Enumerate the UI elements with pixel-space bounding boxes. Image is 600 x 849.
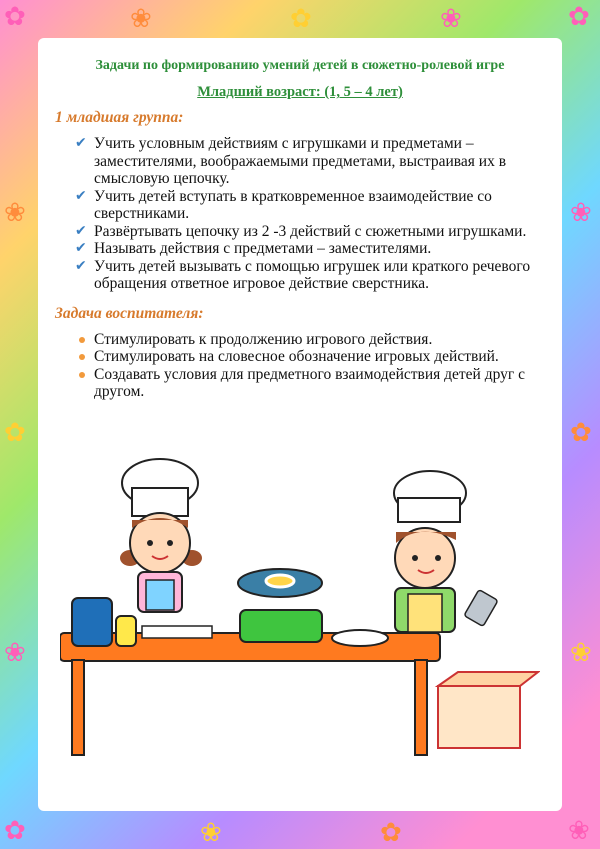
cooking-children-illustration bbox=[60, 448, 540, 758]
list-item: ✔ Учить детей вызывать с помощью игрушек или краткого речевого обращения ответное игровое действие сверстника. bbox=[75, 257, 531, 292]
flower-icon: ❀ bbox=[4, 638, 26, 667]
list-item: Создавать условия для предметного взаимодействия детей друг с другом. bbox=[77, 366, 545, 401]
flower-icon: ❀ bbox=[200, 818, 222, 847]
stove-illustration bbox=[240, 610, 322, 642]
jar-illustration bbox=[72, 598, 112, 646]
box-illustration bbox=[438, 672, 538, 748]
teacher-task-list bbox=[55, 331, 545, 401]
document-content bbox=[55, 58, 545, 401]
cutting-board-illustration bbox=[142, 626, 212, 638]
list-item: ✔ Развёртывать цепочку из 2 -3 действий с сюжетными игрушками. bbox=[75, 222, 527, 240]
flower-icon: ✿ bbox=[4, 418, 26, 447]
dot-icon bbox=[79, 337, 85, 343]
flower-icon: ❀ bbox=[130, 4, 152, 33]
flower-icon: ❀ bbox=[568, 816, 590, 845]
group-task-list bbox=[55, 135, 545, 293]
teacher-section-heading: Задача воспитателя: bbox=[55, 304, 204, 322]
group-section-heading: 1 младшая группа: bbox=[55, 109, 184, 126]
flower-icon: ✿ bbox=[570, 418, 592, 447]
flower-icon: ❀ bbox=[570, 638, 592, 667]
flower-icon: ✿ bbox=[4, 816, 26, 845]
dot-icon bbox=[79, 354, 85, 360]
boy-chef-illustration bbox=[394, 471, 498, 632]
list-item: Стимулировать к продолжению игрового действия. bbox=[77, 331, 545, 349]
checkmark-icon: ✔ bbox=[75, 222, 87, 239]
checkmark-icon: ✔ bbox=[75, 240, 87, 256]
document-subtitle: Младший возраст: (1, 5 – 4 лет) bbox=[197, 84, 403, 100]
flower-icon: ✿ bbox=[568, 2, 590, 31]
bottle-illustration bbox=[116, 616, 136, 646]
document-title: Задачи по формированию умений детей в сюжетно-ролевой игре bbox=[95, 58, 505, 73]
list-item: ✔ Учить детей вступать в кратковременное взаимодействие со сверстниками. bbox=[75, 187, 492, 222]
flower-icon: ✿ bbox=[380, 818, 402, 847]
flower-icon: ❀ bbox=[4, 198, 26, 227]
flower-icon: ❀ bbox=[440, 4, 462, 33]
list-item: Стимулировать на словесное обозначение игровых действий. bbox=[77, 348, 545, 366]
checkmark-icon: ✔ bbox=[75, 187, 87, 204]
list-item: ✔ Называть действия с предметами – заместителями. bbox=[75, 240, 432, 257]
checkmark-icon: ✔ bbox=[75, 135, 87, 151]
flower-icon: ❀ bbox=[570, 198, 592, 227]
flower-icon: ✿ bbox=[4, 2, 26, 31]
flower-icon: ✿ bbox=[290, 4, 312, 33]
girl-chef-illustration bbox=[120, 459, 202, 612]
checkmark-icon: ✔ bbox=[75, 257, 87, 274]
plate-illustration bbox=[332, 630, 388, 646]
dot-icon bbox=[79, 372, 85, 378]
list-item: ✔ Учить условным действиям с игрушками и предметами – заместителями, воображаемыми предметами, выстраивая их в смысловую цепочку. bbox=[75, 135, 507, 187]
